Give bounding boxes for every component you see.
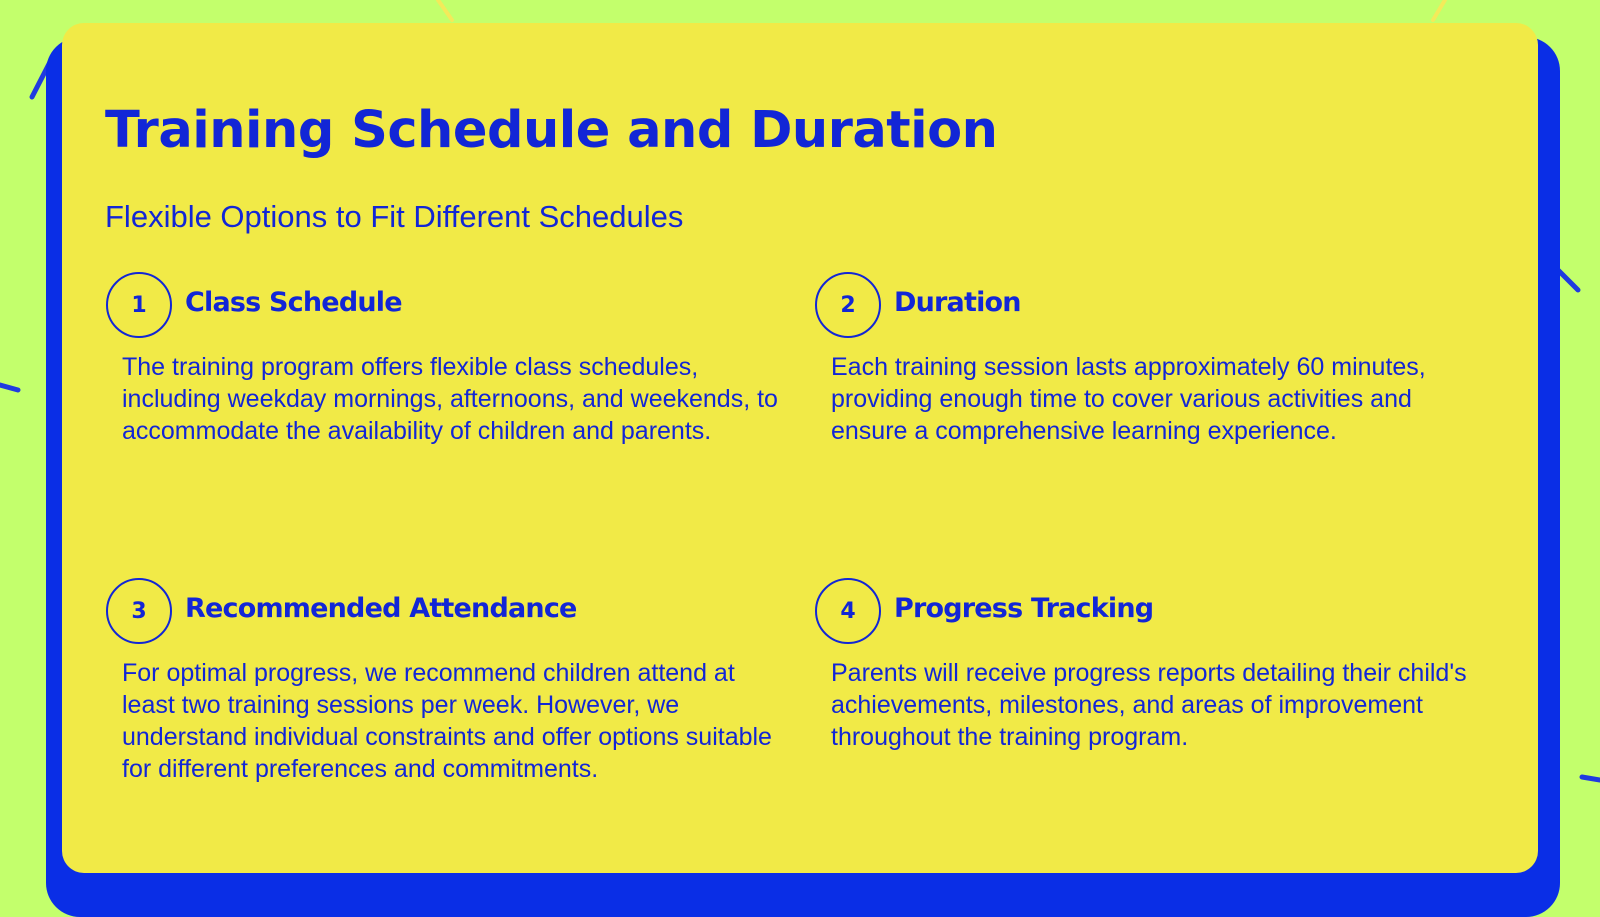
item-header — [106, 578, 786, 644]
item-header — [815, 272, 1495, 338]
number-badge: 4 — [815, 578, 881, 644]
item-title: Class Schedule — [185, 287, 402, 318]
item-header — [106, 272, 786, 338]
item-recommended-attendance — [106, 578, 786, 785]
item-description: For optimal progress, we recommend children attend at least two training sessions per week. However, we understand individual constraints and offer options suitable for different preferences and commitments. — [122, 659, 772, 783]
item-class-schedule — [106, 272, 786, 447]
item-title: Recommended Attendance — [185, 593, 577, 624]
page-subtitle: Flexible Options to Fit Different Schedules — [105, 199, 684, 234]
item-description: The training program offers flexible class schedules, including weekday mornings, afternoons, and weekends, to accommodate the availability of children and parents. — [122, 353, 778, 445]
number-badge: 1 — [106, 272, 172, 338]
content-card — [62, 23, 1538, 873]
item-title: Duration — [894, 287, 1021, 318]
item-duration — [815, 272, 1495, 447]
item-description: Each training session lasts approximately 60 minutes, providing enough time to cover various activities and ensure a comprehensive learning experience. — [831, 353, 1426, 445]
item-header — [815, 578, 1495, 644]
number-badge: 3 — [106, 578, 172, 644]
number-badge: 2 — [815, 272, 881, 338]
page-title: Training Schedule and Duration — [105, 101, 998, 160]
item-description: Parents will receive progress reports detailing their child's achievements, milestones, and areas of improvement throughout the training program. — [831, 659, 1467, 751]
item-title: Progress Tracking — [894, 593, 1154, 624]
item-progress-tracking — [815, 578, 1495, 753]
